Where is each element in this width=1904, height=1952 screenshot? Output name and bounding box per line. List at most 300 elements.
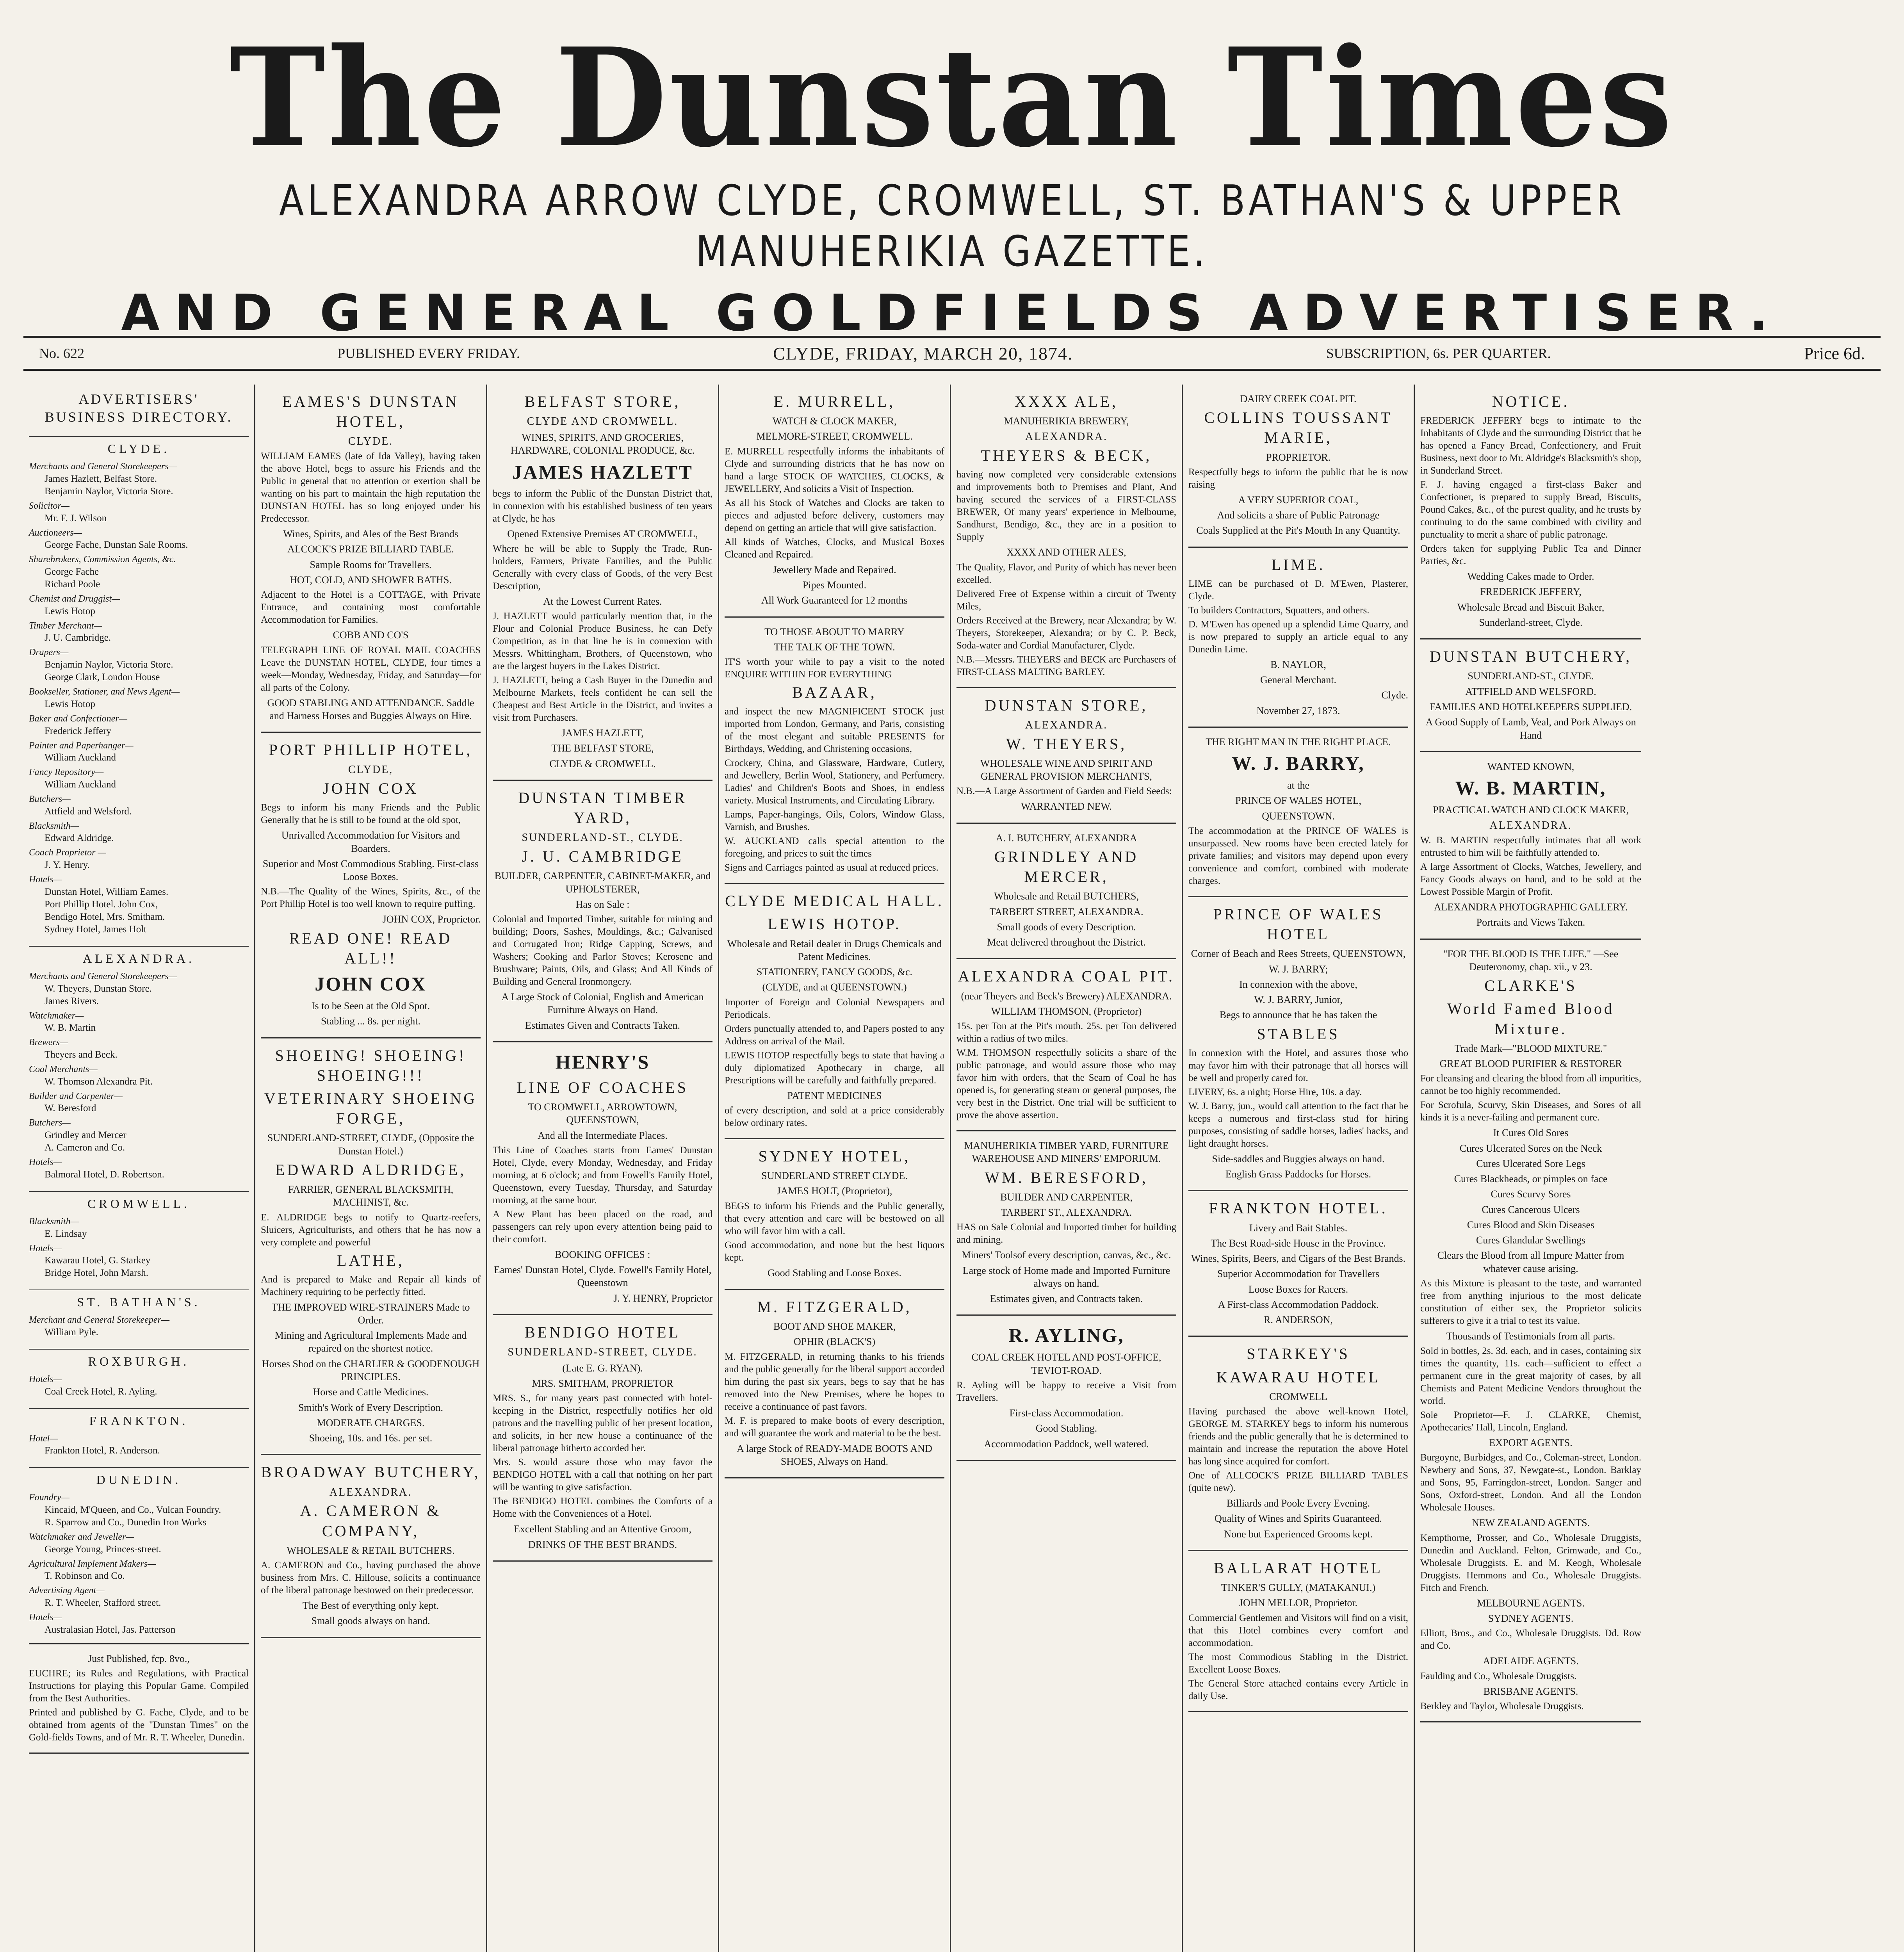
ad-line: Stabling ... 8s. per night. bbox=[321, 1015, 420, 1027]
ad-line: MELBOURNE AGENTS. bbox=[1477, 1597, 1585, 1609]
ad-text: A large Assortment of Clocks, Watches, Jewellery, and Fancy Goods always on hand, and to be sold at the Lowest Possible Margin of Profit. bbox=[1420, 862, 1641, 898]
ad-proprietor: JOHN COX bbox=[323, 780, 419, 798]
ad-text: As this Mixture is pleasant to the taste, and warranted free from anything injurious to the most delicate constitution of either sex, the Proprietor solicits sufferers to give it a trial to test its value. bbox=[1420, 1278, 1641, 1326]
directory-entry: Lewis Hotop bbox=[45, 606, 95, 616]
cures-list bbox=[1420, 1126, 1641, 1275]
ad-trade: WATCH & CLOCK MAKER, bbox=[772, 415, 897, 427]
directory-entry: Frederick Jeffery bbox=[45, 725, 111, 736]
directory-category: Merchants and General Storekeepers— bbox=[29, 971, 177, 981]
ad-text: J. HAZLETT, being a Cash Buyer in the Dunedin and Melbourne Markets, feels confident he can sell the Cheapest and Best Article in the District, and invites a visit from Purchasers. bbox=[493, 675, 712, 723]
clarke-blood-mixture-ad bbox=[1420, 940, 1641, 1722]
ad-text: having now completed very considerable extensions and improvements both to Premises and Plant, And having secured the services of a FIRST-CLASS BREWER, Of many years' experience in Melbourne, Sandhurst, Bendigo, &c., they are in a position to Supply bbox=[956, 469, 1176, 543]
ad-heading: THE RIGHT MAN IN THE RIGHT PLACE. bbox=[1206, 736, 1391, 748]
ad-text: BEGS to inform his Friends and the Public generally, that every attention and care will be bestowed on all who will favor him with a call. bbox=[725, 1200, 944, 1236]
directory-entry: George Fache, Dunstan Sale Rooms. bbox=[45, 540, 188, 550]
directory-title: ADVERTISERS' bbox=[78, 391, 199, 407]
ad-heading: THE TALK OF THE TOWN. bbox=[774, 641, 895, 653]
ad-text: WILLIAM EAMES (late of Ida Valley), having taken the above Hotel, begs to assure his Friends and the Public in general that no attention or exertion shall be wanting on his part to maintain the high reputation the DUNSTAN HOTEL has so long enjoyed under his Predecessor. bbox=[261, 451, 481, 524]
ad-line: XXXX AND OTHER ALES, bbox=[1006, 547, 1126, 558]
directory-entry: Benjamin Naylor, Victoria Store. bbox=[45, 659, 173, 670]
ad-line: Superior and Most Commodious Stabling. First-class Loose Boxes. bbox=[262, 858, 479, 883]
directory-category: Watchmaker and Jeweller— bbox=[29, 1532, 134, 1542]
euchre-head: Just Published, fcp. 8vo., bbox=[88, 1653, 190, 1664]
ad-line: MODERATE CHARGES. bbox=[317, 1417, 425, 1428]
ad-heading: BAZAAR, bbox=[792, 684, 877, 702]
ad-text: W. J. Barry, jun., would call attention to the fact that he keeps a numerous and first-class stud for hiring purposes, consisting of saddle horses, ladies' hacks, and light draught horses. bbox=[1188, 1101, 1408, 1149]
ad-heading: BELFAST STORE, bbox=[524, 393, 681, 410]
ad-heading: DUNSTAN TIMBER YARD, bbox=[518, 789, 687, 827]
ad-text: TELEGRAPH LINE OF ROYAL MAIL COACHES Leave the DUNSTAN HOTEL, CLYDE, four times a week—Monday, Wednesday, Friday, and Saturday—for all parts of the Colony. bbox=[261, 645, 481, 693]
ad-line: A VERY SUPERIOR COAL, bbox=[1238, 494, 1359, 506]
ad-line: Miners' Toolsof every description, canvas, &c., &c. bbox=[962, 1249, 1171, 1261]
ad-text: Having purchased the above well-known Hotel, GEORGE M. STARKEY begs to inform his numerous friends and the public generally that he is determined to maintain and increase the reputation the above Hotel has long since acquired for comfort. bbox=[1188, 1406, 1408, 1467]
directory-entry: George Young, Princes-street. bbox=[45, 1544, 161, 1555]
ad-signature: J. Y. HENRY, Proprietor bbox=[613, 1292, 712, 1304]
directory-category: Coach Proprietor — bbox=[29, 848, 106, 858]
ad-address: SUNDERLAND-STREET, CLYDE, (Opposite the Dunstan Hotel.) bbox=[267, 1132, 474, 1157]
directory-entry: Attfield and Welsford. bbox=[45, 806, 132, 817]
ad-line: Quality of Wines and Spirits Guaranteed. bbox=[1215, 1513, 1382, 1525]
ad-text: Orders taken for supplying Public Tea and Dinner Parties, &c. bbox=[1420, 543, 1641, 567]
ad-text: LIVERY, 6s. a night; Horse Hire, 10s. a day. bbox=[1188, 1086, 1362, 1097]
ad-text: Crockery, China, and Glassware, Hardware, Cutlery, and Jewellery, Berlin Wool, Stationery, and Perfumery. Ladies' and Children's Boots and Shoes, in endless variety. Musical Instruments, and Circulating Library. bbox=[725, 758, 944, 806]
lime-ad bbox=[1188, 548, 1408, 728]
ad-line: A Good Supply of Lamb, Veal, and Pork Always on Hand bbox=[1425, 716, 1636, 741]
ad-line: Coals Supplied at the Pit's Mouth In any Quantity. bbox=[1196, 525, 1400, 536]
ad-proprietor: EDWARD ALDRIDGE, bbox=[275, 1161, 467, 1179]
issue-date: CLYDE, FRIDAY, MARCH 20, 1874. bbox=[773, 343, 1073, 363]
ad-heading: FRANKTON HOTEL. bbox=[1209, 1199, 1388, 1217]
euchre-body: EUCHRE; its Rules and Regulations, with Practical Instructions for playing this Popular Game. Compiled from the Best Authorities. bbox=[29, 1668, 249, 1704]
ad-heading: STABLES bbox=[1257, 1025, 1340, 1043]
ad-heading: BALLARAT HOTEL bbox=[1213, 1559, 1383, 1577]
ad-text: E. ALDRIDGE begs to notify to Quartz-reefers, Sluicers, Agriculturists, and others that he has now a very complete and powerful bbox=[261, 1212, 481, 1248]
ad-heading: BENDIGO HOTEL bbox=[524, 1323, 681, 1341]
directory-entry: James Hazlett, Belfast Store. bbox=[45, 473, 157, 484]
sydney-hotel-ad bbox=[725, 1139, 944, 1290]
martin-ad bbox=[1420, 752, 1641, 940]
ad-trade: BOOT AND SHOE MAKER, bbox=[773, 1321, 896, 1332]
ad-place: CLYDE. bbox=[348, 435, 394, 448]
ad-text: M. FITZGERALD, in returning thanks to his friends and the public generally for the liberal support accorded him during the past six years, begs to say that he has removed into the New Premises, where he hopes to receive a continuance of past favors. bbox=[725, 1351, 944, 1412]
directory-category: Foundry— bbox=[29, 1492, 69, 1503]
ad-address: SUNDERLAND-STREET, CLYDE. bbox=[508, 1346, 698, 1359]
ad-line: Portraits and Views Taken. bbox=[1476, 917, 1585, 928]
directory-category: Hotels— bbox=[29, 1243, 62, 1254]
directory-entry: J. Y. Henry. bbox=[45, 860, 90, 871]
bazaar-ad bbox=[725, 618, 944, 884]
cure-item: Cures Scurvy Sores bbox=[1491, 1188, 1571, 1200]
ad-line: And solicits a share of Public Patronage bbox=[1217, 509, 1380, 521]
directory-entry: Kawarau Hotel, G. Starkey bbox=[45, 1255, 151, 1266]
directory-category: Hotels— bbox=[29, 1157, 62, 1168]
ad-heading: SYDNEY HOTEL, bbox=[758, 1147, 911, 1165]
ad-text: HAS on Sale Colonial and Imported timber for building and mining. bbox=[956, 1222, 1176, 1245]
cure-item: It Cures Old Sores bbox=[1493, 1127, 1569, 1139]
ad-trade: BUILDER AND CARPENTER, bbox=[1000, 1191, 1133, 1203]
ad-line: STATIONERY, FANCY GOODS, &c. bbox=[756, 966, 913, 978]
ad-signature: THE BELFAST STORE, bbox=[551, 743, 654, 754]
ad-heading: CLARKE'S bbox=[1484, 977, 1577, 995]
ad-text: Kempthorne, Prosser, and Co., Wholesale Druggists, Dunedin and Auckland. Felton, Grimwade, and Co., Wholesale Druggists. E. and M. Keogh, Wholesale Druggists. Hemmons and Co., Wholesale Druggists. Fitch and French. bbox=[1420, 1532, 1641, 1593]
column-6 bbox=[1183, 385, 1415, 1952]
ad-trade: Wholesale and Retail dealer in Drugs Chemicals and Patent Medicines. bbox=[727, 938, 942, 962]
ad-heading: KAWARAU HOTEL bbox=[1216, 1368, 1380, 1386]
ad-line: And all the Intermediate Places. bbox=[538, 1129, 668, 1141]
ad-text: The accommodation at the PRINCE OF WALES is unsurpassed. New rooms have been erected lately for private families; and visitors may depend upon every convenience and comfort, combined with moderate charges. bbox=[1188, 826, 1408, 887]
ad-line: Opened Extensive Premises AT CROMWELL, bbox=[507, 528, 698, 540]
ad-heading: World Famed Blood Mixture. bbox=[1447, 1000, 1614, 1038]
directory-section-heading: CLYDE. bbox=[29, 436, 249, 457]
ad-line: SYDNEY AGENTS. bbox=[1488, 1613, 1574, 1624]
coal-pit-ad bbox=[956, 959, 1176, 1131]
ad-heading: HENRY'S bbox=[555, 1051, 650, 1073]
ad-line: DRINKS OF THE BEST BRANDS. bbox=[528, 1539, 677, 1550]
ad-signature: FREDERICK JEFFERY, bbox=[1480, 586, 1582, 598]
ad-place: CLYDE, bbox=[348, 764, 394, 776]
ad-text: M. F. is prepared to make boots of every description, and will guarantee the work and material to be the best. bbox=[725, 1415, 944, 1439]
ad-heading: PRINCE OF WALES HOTEL bbox=[1213, 905, 1384, 943]
ad-heading: E. MURRELL, bbox=[773, 393, 896, 410]
ad-text: LIME can be purchased of D. M'Ewen, Plasterer, Clyde. bbox=[1188, 578, 1408, 602]
ad-proprietor: LEWIS HOTOP. bbox=[768, 915, 901, 933]
directory-entry: Mr. F. J. Wilson bbox=[45, 513, 107, 524]
ad-text: Faulding and Co., Wholesale Druggists. bbox=[1420, 1671, 1577, 1681]
directory-section-heading: FRANKTON. bbox=[29, 1408, 249, 1429]
ad-heading: MANUHERIKIA BREWERY, bbox=[1004, 415, 1129, 427]
brewery-ad bbox=[956, 385, 1176, 688]
ad-heading: PRINCE OF WALES HOTEL, bbox=[1235, 795, 1362, 807]
directory-entry: J. U. Cambridge. bbox=[45, 632, 111, 643]
ad-heading: DUNSTAN STORE, bbox=[985, 696, 1148, 714]
directory-entry: Coal Creek Hotel, R. Ayling. bbox=[45, 1386, 157, 1397]
ad-line: Wines, Spirits, and Ales of the Best Brands bbox=[283, 528, 458, 540]
column-7 bbox=[1415, 385, 1647, 1952]
ad-line: Good Stabling. bbox=[1035, 1423, 1097, 1434]
subscription-note: SUBSCRIPTION, 6s. PER QUARTER. bbox=[1326, 346, 1551, 361]
directory-category: Timber Merchant— bbox=[29, 620, 102, 631]
ad-heading: BROADWAY BUTCHERY, bbox=[261, 1463, 481, 1481]
directory-category: Brewers— bbox=[29, 1037, 68, 1048]
directory-entry: Frankton Hotel, R. Anderson. bbox=[45, 1445, 160, 1456]
ad-text: Mrs. S. would assure those who may favor the BENDIGO HOTEL with a call that nothing on her part will be wanting to give satisfaction. bbox=[493, 1457, 712, 1493]
ad-line: Horses Shod on the CHARLIER & GOODENOUGH PRINCIPLES. bbox=[262, 1358, 480, 1383]
columns bbox=[23, 385, 1881, 1952]
directory-entry: Lewis Hotop bbox=[45, 698, 95, 709]
ad-text: The BENDIGO HOTEL combines the Comforts of a Home with the Conveniences of a Hotel. bbox=[493, 1496, 712, 1519]
column-4 bbox=[719, 385, 951, 1952]
ad-proprietor: J. U. CAMBRIDGE bbox=[522, 848, 684, 866]
ad-line: Is to be Seen at the Old Spot. bbox=[311, 1000, 430, 1012]
ad-proprietor: ATTFIELD AND WELSFORD. bbox=[1465, 686, 1596, 697]
ad-address: TARBERT ST., ALEXANDRA. bbox=[1001, 1207, 1132, 1218]
ad-text: The General Store attached contains every Article in daily Use. bbox=[1188, 1678, 1408, 1701]
ad-line: In connexion with the above, bbox=[1239, 978, 1357, 990]
belfast-store-ad bbox=[493, 385, 712, 781]
directory-entry: Benjamin Naylor, Victoria Store. bbox=[45, 486, 173, 497]
ad-text: of every description, and sold at a price considerably below ordinary rates. bbox=[725, 1105, 944, 1128]
ad-text: N.B.—Messrs. THEYERS and BECK are Purchasers of FIRST-CLASS MALTING BARLEY. bbox=[956, 654, 1176, 677]
ad-text: A New Plant has been placed on the road, and passengers can rely upon every attention being paid to their comfort. bbox=[493, 1209, 712, 1245]
ad-line: THE IMPROVED WIRE-STRAINERS Made to Order. bbox=[271, 1301, 470, 1326]
ad-address: SUNDERLAND-ST., CLYDE. bbox=[522, 832, 684, 844]
ad-line: Good Stabling and Loose Boxes. bbox=[767, 1267, 902, 1279]
ad-heading: CLYDE MEDICAL HALL. bbox=[725, 892, 944, 910]
ad-address: SUNDERLAND-ST., CLYDE. bbox=[1468, 670, 1594, 682]
ad-address: MELMORE-STREET, CROMWELL. bbox=[756, 431, 913, 442]
directory-entry: William Auckland bbox=[45, 779, 116, 790]
ad-heading: LINE OF COACHES bbox=[517, 1078, 688, 1096]
directory-category: Coal Merchants— bbox=[29, 1064, 98, 1074]
ad-text: LEWIS HOTOP respectfully begs to state that having a duly diplomatized Apothecary in charge, all Prescriptions will be carefully and faithfully prepared. bbox=[725, 1050, 944, 1086]
directory-entry: Australasian Hotel, Jas. Patterson bbox=[45, 1624, 176, 1635]
kawarau-hotel-ad bbox=[1188, 1337, 1408, 1551]
ad-text: F. J. having engaged a first-class Baker and Confectioner, is prepared to supply Bread, Biscuits, Pound Cakes, &c., of the purest quality, and he trusts by continuing to do the same combined with civility and punctuality to merit a share of public patronage. bbox=[1420, 479, 1641, 540]
directory-category: Blacksmith— bbox=[29, 821, 79, 831]
frankton-hotel-ad bbox=[1188, 1191, 1408, 1337]
ad-proprietor: WM. BERESFORD, bbox=[985, 1168, 1148, 1186]
ad-text: Elliott, Bros., and Co., Wholesale Druggists. Dd. Row and Co. bbox=[1420, 1628, 1641, 1651]
directory-entry: James Rivers. bbox=[45, 996, 99, 1006]
directory-entry: R. T. Wheeler, Stafford street. bbox=[45, 1598, 161, 1608]
ad-signature: Wholesale Bread and Biscuit Baker, bbox=[1457, 601, 1605, 613]
ad-proprietor: COLLINS TOUSSANT MARIE, bbox=[1204, 409, 1393, 447]
ad-proprietor: JAMES HAZLETT bbox=[512, 461, 693, 483]
ad-line: Billiards and Poole Every Evening. bbox=[1226, 1498, 1370, 1509]
ad-heading: A. I. BUTCHERY, ALEXANDRA bbox=[996, 832, 1137, 844]
ad-signature: General Merchant. bbox=[1260, 674, 1336, 686]
column-2 bbox=[255, 385, 487, 1952]
ad-text: For cleansing and clearing the blood from all impurities, cannot be too highly recommended. bbox=[1420, 1073, 1641, 1097]
ad-proprietor: MRS. SMITHAM, PROPRIETOR bbox=[532, 1378, 673, 1389]
ad-text: This Line of Coaches starts from Eames' Dunstan Hotel, Clyde, every Monday, Wednesday, and Friday morning, at 6 o'clock; and from Fowell's Family Hotel, Queenstown, every Tuesday, Thursday, and Saturday morning, at the same hour. bbox=[493, 1145, 712, 1206]
directory-entry: Bendigo Hotel, Mrs. Smitham. bbox=[45, 911, 165, 922]
ad-heading: DUNSTAN BUTCHERY, bbox=[1429, 648, 1632, 666]
ad-line: COBB AND CO'S bbox=[333, 629, 409, 641]
ad-signature: Sunderland-street, Clyde. bbox=[1479, 616, 1583, 628]
ad-text: Orders punctually attended to, and Papers posted to any Address on arrival of the Mail. bbox=[725, 1023, 944, 1047]
ad-heading: ALEXANDRA COAL PIT. bbox=[958, 967, 1175, 985]
ad-signature: Clyde. bbox=[1381, 689, 1408, 701]
ad-address: OPHIR (BLACK'S) bbox=[793, 1336, 876, 1348]
published-note: PUBLISHED EVERY FRIDAY. bbox=[337, 346, 520, 361]
directory-entry: Dunstan Hotel, William Eames. bbox=[45, 886, 169, 897]
ad-text: The Quality, Flavor, and Purity of which has never been excelled. bbox=[956, 562, 1176, 585]
ad-line: Estimates given, and Contracts taken. bbox=[990, 1293, 1143, 1305]
ad-heading: TO THOSE ABOUT TO MARRY bbox=[764, 626, 905, 638]
ad-text: Adjacent to the Hotel is a COTTAGE, with Private Entrance, and containing most comfortable Accommodation for Families. bbox=[261, 590, 481, 625]
ad-line: NEW ZEALAND AGENTS. bbox=[1471, 1517, 1590, 1529]
ad-text: Delivered Free of Expense within a circuit of Twenty Miles, bbox=[956, 588, 1176, 612]
ad-heading: READ ONE! READ ALL!! bbox=[289, 929, 452, 967]
ad-line: Estimates Given and Contracts Taken. bbox=[525, 1019, 680, 1031]
ad-address: Corner of Beach and Rees Streets, QUEENSTOWN, bbox=[1191, 948, 1406, 960]
ad-text: Commercial Gentlemen and Visitors will find on a visit, that this Hotel combines every comfort and accommodation. bbox=[1188, 1612, 1408, 1648]
ad-text: R. Ayling will be happy to receive a Visit from Travellers. bbox=[956, 1380, 1176, 1403]
ad-trade: Wholesale and Retail BUTCHERS, bbox=[994, 891, 1139, 902]
ad-line: Excellent Stabling and an Attentive Groom, bbox=[514, 1523, 691, 1535]
ad-text: Good accommodation, and none but the best liquors kept. bbox=[725, 1240, 944, 1263]
directory-category: Watchmaker— bbox=[29, 1010, 84, 1021]
ad-line: (near Theyers and Beck's Brewery) ALEXANDRA. bbox=[961, 990, 1172, 1002]
directory-category: Fancy Repository— bbox=[29, 767, 104, 778]
dairy-creek-ad bbox=[1188, 385, 1408, 548]
column-5 bbox=[951, 385, 1183, 1952]
directory-entry: W. Beresford bbox=[45, 1103, 96, 1114]
directory-entry: Theyers and Beck. bbox=[45, 1049, 118, 1060]
cure-item: Cures Glandular Swellings bbox=[1476, 1234, 1586, 1246]
ad-signature: B. NAYLOR, bbox=[1270, 659, 1326, 670]
dunstan-hotel-ad bbox=[261, 385, 481, 733]
ad-heading: EAMES'S DUNSTAN HOTEL, bbox=[282, 393, 459, 431]
ad-line: Side-saddles and Buggies always on hand. bbox=[1212, 1153, 1385, 1165]
issue-price: Price 6d. bbox=[1804, 344, 1865, 363]
ad-line: Wedding Cakes made to Order. bbox=[1467, 571, 1594, 582]
cure-item: Cures Ulcerated Sore Legs bbox=[1476, 1158, 1585, 1169]
ad-text: Signs and Carriages painted as usual at reduced prices. bbox=[725, 862, 939, 873]
ad-signature: JOHN COX, Proprietor. bbox=[382, 914, 481, 925]
ad-trade: WHOLESALE WINE AND SPIRIT AND GENERAL PROVISION MERCHANTS, bbox=[980, 757, 1153, 782]
masthead-subtitle-2: AND GENERAL GOLDFIELDS ADVERTISER. bbox=[121, 284, 1783, 342]
ad-line: A First-class Accommodation Paddock. bbox=[1218, 1298, 1379, 1310]
directory-category: Butchers— bbox=[29, 1118, 71, 1128]
ad-line: The Best of everything only kept. bbox=[302, 1600, 439, 1611]
ad-text: MRS. S., for many years past connected with hotel-keeping in the District, respectfully notifies her old patrons and the travelling public of her present location, and solicits, in her new house a continuance of the liberal patronage hitherto accorded her. bbox=[493, 1393, 712, 1454]
ad-text: And is prepared to Make and Repair all kinds of Machinery requiring to be perfectly fitted. bbox=[261, 1274, 481, 1297]
ad-text: W.M. THOMSON respectfully solicits a share of the public patronage, and would assure those who may favor him with orders, that the Seam of Coal he has opened is, for generating steam or general purposes, the very best in the District. One trial will be sufficient to prove the above assertion. bbox=[956, 1047, 1176, 1121]
ad-line: Eames' Dunstan Hotel, Clyde. Fowell's Family Hotel, Queenstown bbox=[493, 1264, 712, 1289]
directory-category: Advertising Agent— bbox=[29, 1585, 105, 1596]
ad-line: Wines, Spirits, Beers, and Cigars of the Best Brands. bbox=[1191, 1253, 1406, 1265]
ad-text: W. B. MARTIN respectfully intimates that all work entrusted to him will be faithfully attended to. bbox=[1420, 835, 1641, 858]
ad-line: FAMILIES AND HOTELKEEPERS SUPPLIED. bbox=[1429, 701, 1632, 712]
masthead bbox=[23, 16, 1881, 342]
directory-category: Hotels— bbox=[29, 1374, 62, 1384]
ad-address: TINKER'S GULLY, (MATAKANUI.) bbox=[1221, 1582, 1376, 1594]
medical-hall-ad bbox=[725, 884, 944, 1139]
ad-line: EXPORT AGENTS. bbox=[1489, 1437, 1573, 1449]
ad-line: A Large Stock of Colonial, English and American Furniture Always on Hand. bbox=[501, 991, 704, 1016]
ad-line: BRISBANE AGENTS. bbox=[1483, 1685, 1578, 1697]
directory-section-heading: ALEXANDRA. bbox=[29, 946, 249, 967]
ad-text: begs to inform the Public of the Dunstan District that, in connexion with his established business of ten years at Clyde, he has bbox=[493, 488, 712, 524]
directory-entry: Grindley and Mercer bbox=[45, 1130, 126, 1141]
ad-line: HOT, COLD, AND SHOWER BATHS. bbox=[290, 574, 452, 586]
directory-category: Builder and Carpenter— bbox=[29, 1091, 123, 1101]
henry-coaches-ad bbox=[493, 1042, 712, 1315]
directory-category: Blacksmith— bbox=[29, 1216, 79, 1227]
ad-line: A large Stock of READY-MADE BOOTS AND SHOES, Always on Hand. bbox=[737, 1443, 932, 1467]
ad-line: At the Lowest Current Rates. bbox=[543, 595, 662, 607]
ai-butchery-ad bbox=[956, 824, 1176, 960]
directory-title-2: BUSINESS DIRECTORY. bbox=[45, 409, 233, 425]
ad-route: TO CROMWELL, ARROWTOWN, QUEENSTOWN, bbox=[528, 1101, 677, 1126]
ad-line: None but Experienced Grooms kept. bbox=[1224, 1528, 1373, 1540]
ad-proprietor: JAMES HOLT, (Proprietor), bbox=[777, 1185, 892, 1197]
murrell-ad bbox=[725, 385, 944, 618]
ad-quote: "FOR THE BLOOD IS THE LIFE." —See Deuteronomy, chap. xii., v 23. bbox=[1443, 948, 1619, 972]
ad-text: To builders Contractors, Squatters, and others. bbox=[1188, 605, 1370, 616]
shoeing-forge-ad bbox=[261, 1038, 481, 1455]
ad-proprietor: W. THEYERS, bbox=[1006, 735, 1127, 753]
ad-proprietor: A. CAMERON & COMPANY, bbox=[300, 1502, 442, 1540]
ad-signature: CLYDE & CROMWELL. bbox=[549, 758, 656, 769]
dunstan-butchery-ad bbox=[1420, 639, 1641, 752]
ad-line: GOOD STABLING AND ATTENDANCE. Saddle and Harness Horses and Buggies Always on Hire. bbox=[267, 697, 474, 721]
ad-line: Sample Rooms for Travellers. bbox=[310, 559, 432, 570]
ad-line: Small goods of every Description. bbox=[997, 921, 1136, 933]
ad-text: Orders Received at the Brewery, near Alexandra; by W. Theyers, Storekeeper, Alexandra; or by C. P. Beck, Soda-water and Cordial Manufacturer, Clyde. bbox=[956, 615, 1176, 651]
ad-place: ALEXANDRA. bbox=[1025, 719, 1108, 731]
ad-line: All Work Guaranteed for 12 months bbox=[761, 595, 908, 606]
directory-entry: Bridge Hotel, John Marsh. bbox=[45, 1268, 148, 1279]
ad-line: GREAT BLOOD PURIFIER & RESTORER bbox=[1439, 1058, 1622, 1070]
ad-date: November 27, 1873. bbox=[1256, 705, 1340, 716]
broadway-butchery-ad bbox=[261, 1455, 481, 1638]
ad-line: First-class Accommodation. bbox=[1009, 1407, 1124, 1419]
ad-text: All kinds of Watches, Clocks, and Musical Boxes Cleaned and Repaired. bbox=[725, 536, 944, 560]
ad-line: ADELAIDE AGENTS. bbox=[1483, 1655, 1579, 1667]
ad-text: Berkley and Taylor, Wholesale Druggists. bbox=[1420, 1701, 1584, 1712]
ad-proprietor: W. B. MARTIN, bbox=[1455, 777, 1607, 799]
ad-heading: MANUHERIKIA TIMBER YARD, FURNITURE WAREHOUSE AND MINERS' EMPORIUM. bbox=[964, 1140, 1169, 1165]
ad-text: IT'S worth your while to pay a visit to the noted ENQUIRE WITHIN FOR EVERYTHING bbox=[725, 657, 944, 680]
directory-category: Baker and Confectioner— bbox=[29, 713, 127, 724]
ad-place: QUEENSTOWN. bbox=[1262, 810, 1335, 822]
ad-signature: R. ANDERSON, bbox=[1264, 1314, 1333, 1326]
coal-creek-hotel-ad bbox=[956, 1316, 1176, 1460]
ad-heading: M. FITZGERALD, bbox=[757, 1298, 912, 1316]
ad-line: Jewellery Made and Repaired. bbox=[773, 564, 896, 575]
barry-ad bbox=[1188, 728, 1408, 897]
ad-line: Meat delivered throughout the District. bbox=[987, 937, 1146, 948]
directory-category: Merchant and General Storekeeper— bbox=[29, 1315, 170, 1325]
ad-proprietor: GRINDLEY AND MERCER, bbox=[994, 848, 1139, 886]
directory-category: Agricultural Implement Makers— bbox=[29, 1558, 156, 1569]
ad-line: Unrivalled Accommodation for Visitors and Boarders. bbox=[281, 830, 460, 854]
masthead-subtitle: ALEXANDRA ARROW CLYDE, CROMWELL, ST. BATHAN'S & UPPER MANUHERIKIA GAZETTE. bbox=[279, 176, 1625, 276]
column-1 bbox=[23, 385, 255, 1952]
ad-text: and inspect the new MAGNIFICENT STOCK just imported from London, Germany, and Paris, consisting of the most elegant and suitable PRESENTS for Birthdays, Wedding, and Christening occasions, bbox=[725, 706, 944, 755]
euchre-foot: Printed and published by G. Fache, Clyde, and to be obtained from agents of the "Dunstan Times" on the Gold-fields Towns, and of Mr. R. T. Wheeler, Dunedin. bbox=[29, 1707, 249, 1743]
ad-heading: SHOEING! SHOEING! SHOEING!!! bbox=[275, 1046, 467, 1084]
ad-line: Has on Sale : bbox=[575, 898, 630, 910]
cure-item: Cures Cancerous Ulcers bbox=[1482, 1204, 1580, 1215]
ad-place: ALEXANDRA. bbox=[1489, 819, 1572, 832]
ad-heading: STARKEY'S bbox=[1247, 1345, 1350, 1363]
ad-text: Burgoyne, Burbidges, and Co., Coleman-street, London. Newbery and Sons, 37, Newgate-st., London. Barklay and Sons, 95, Farringdon-street, London. Sanger and Sons, Oxford-street, London. And all the London Wholesale Houses. bbox=[1420, 1452, 1641, 1513]
ad-line: Thousands of Testimonials from all parts. bbox=[1446, 1330, 1615, 1342]
ad-text: FREDERICK JEFFERY begs to intimate to the Inhabitants of Clyde and the surrounding District that he has opened a Fancy Bread, Confectionery, and Fruit Business, next door to Mr. Aldridge's Blacksmith's shop, in Sunderland Street. bbox=[1420, 415, 1641, 476]
directory-category: Hotel— bbox=[29, 1433, 58, 1444]
ad-line: Small goods always on hand. bbox=[311, 1615, 430, 1627]
directory-entry: William Pyle. bbox=[45, 1327, 98, 1338]
directory-section-heading: CROMWELL. bbox=[29, 1191, 249, 1212]
directory-entry: Sydney Hotel, James Holt bbox=[45, 924, 147, 935]
ad-line: Horse and Cattle Medicines. bbox=[313, 1386, 429, 1398]
ad-heading: LATHE, bbox=[337, 1251, 404, 1269]
timber-yard-alexandra-ad bbox=[956, 1131, 1176, 1316]
ad-text: As all his Stock of Watches and Clocks are taken to pieces and adjusted before delivery, customers may depend on getting an article that will give satisfaction. bbox=[725, 497, 944, 533]
ad-text: N.B.—The Quality of the Wines, Spirits, &c., of the Port Phillip Hotel is too well known to require puffing. bbox=[261, 886, 481, 910]
ad-line: Begs to announce that he has taken the bbox=[1219, 1009, 1377, 1021]
ad-heading: XXXX ALE, bbox=[1014, 393, 1119, 410]
ad-proprietor: JOHN MELLOR, Proprietor. bbox=[1239, 1597, 1358, 1609]
ad-text: For Scrofula, Scurvy, Skin Diseases, and Sores of all kinds it is a never-failing and permanent cure. bbox=[1420, 1100, 1641, 1123]
directory-entry: A. Cameron and Co. bbox=[45, 1142, 125, 1153]
ad-text: In connexion with the Hotel, and assures those who may favor him with their patronage that all horses will be well and properly cared for. bbox=[1188, 1047, 1408, 1083]
ad-place: CLYDE AND CROMWELL. bbox=[527, 415, 679, 428]
